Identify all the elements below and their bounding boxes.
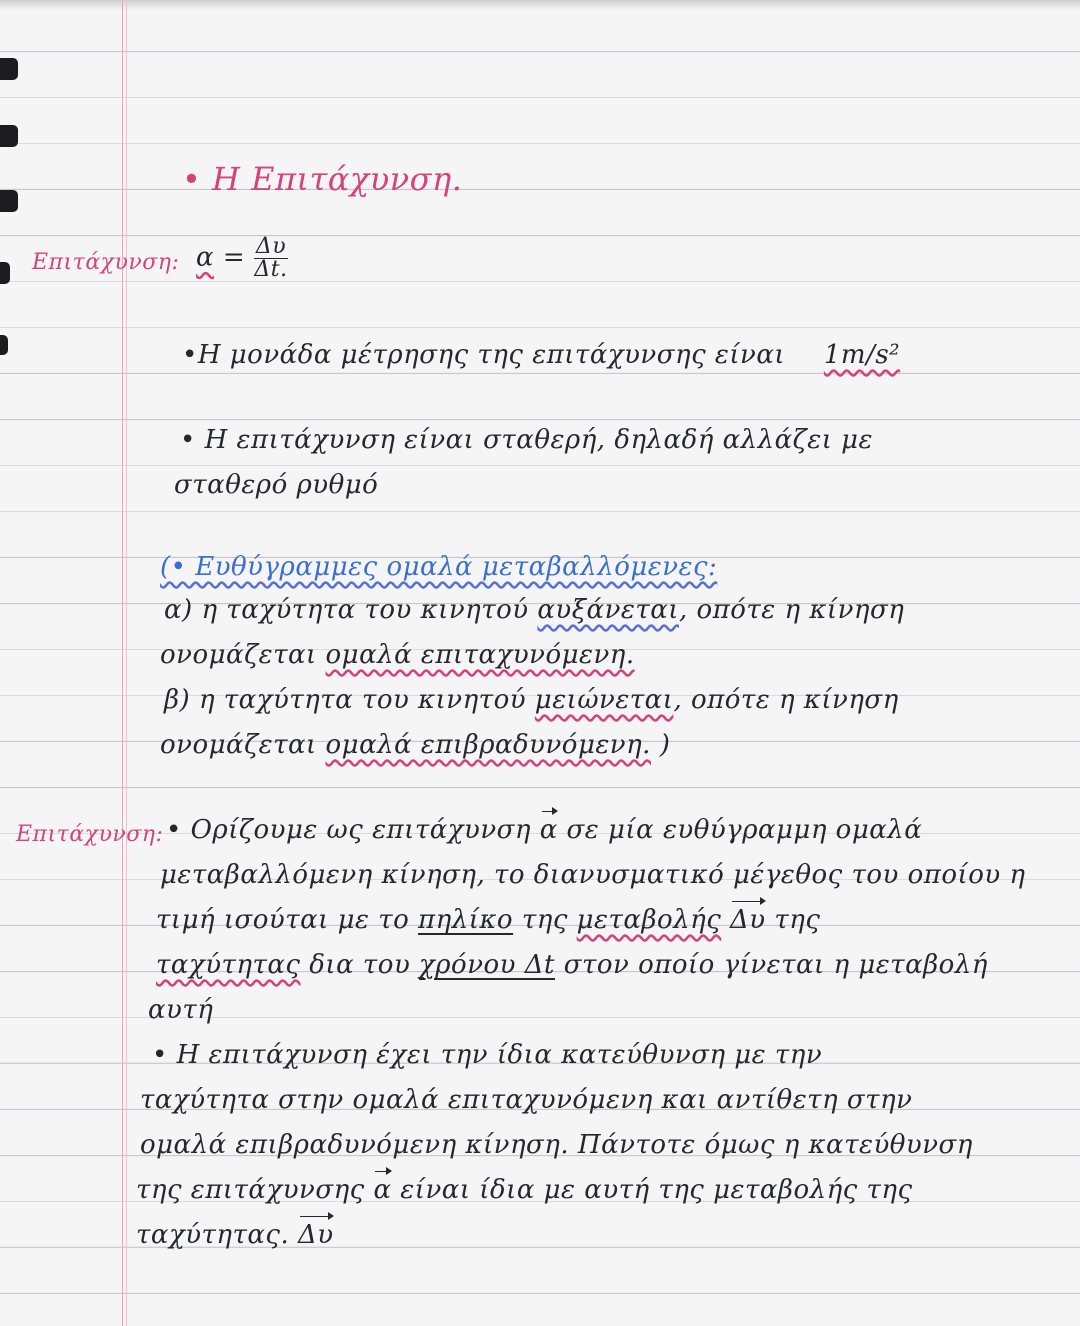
vector-delta-v: Δυ	[730, 905, 766, 935]
formula-symbol: α	[196, 242, 215, 273]
definition-text-end: της	[765, 905, 821, 935]
unit-statement-text: •Η μονάδα μέτρησης της επιτάχυνσης είναι	[182, 340, 786, 370]
case-b-text: β) η ταχύτητα του κινητού	[164, 685, 535, 715]
constant-line-2: σταθερό ρυθμό	[174, 470, 379, 500]
vector-a: α	[373, 1175, 392, 1205]
time-word: χρόνου Δt	[419, 950, 555, 980]
definition-text: τιμή ισούται με το	[156, 905, 419, 935]
binder-hole	[0, 58, 18, 80]
constant-line-1: • Η επιτάχυνση είναι σταθερή, δηλαδή αλλάζει με	[180, 425, 874, 455]
formula-denominator: Δt.	[254, 257, 288, 282]
page-title: • Η Επιτάχυνση.	[182, 160, 463, 198]
direction-text: της επιτάχυνσης	[136, 1175, 374, 1205]
page-edge-shadow	[0, 0, 1080, 10]
change-word: μεταβολής	[576, 905, 722, 935]
formula-fraction	[254, 236, 288, 281]
definition-text-end: σε μία ευθύγραμμη ομαλά	[557, 815, 923, 845]
definition-text: δια του	[300, 950, 420, 980]
case-b-line-1	[164, 685, 899, 715]
direction-line-1: • Η επιτάχυνση έχει την ίδια κατεύθυνση με την	[152, 1040, 823, 1070]
case-b-decreases: μειώνεται	[534, 685, 674, 715]
velocity-word: ταχύτητας	[156, 950, 301, 980]
direction-line-5	[136, 1220, 334, 1250]
binder-hole	[0, 262, 10, 284]
vector-a: α	[539, 815, 558, 845]
unit-value: 1m/s²	[823, 340, 901, 370]
direction-line-2: ταχύτητα στην ομαλά επιταχυνόμενη και αντίθετη στην	[140, 1085, 913, 1115]
margin-line	[122, 0, 123, 1326]
uniform-heading	[160, 552, 717, 582]
uniform-heading-text: (• Ευθύγραμμες ομαλά μεταβαλλόμενες:	[160, 552, 718, 582]
case-b-text-end: , οπότε η κίνηση	[673, 685, 899, 715]
case-a-increases: αυξάνεται	[537, 595, 679, 625]
case-b-close: )	[650, 730, 671, 760]
acceleration-formula	[196, 236, 288, 281]
case-a-term: ομαλά επιταχυνόμενη.	[325, 640, 635, 670]
direction-line-4	[136, 1175, 913, 1205]
margin-line-inner	[126, 0, 127, 1326]
case-a-text-end: , οπότε η κίνηση	[678, 595, 905, 625]
binder-hole	[0, 125, 18, 147]
case-a-line-2	[160, 640, 635, 670]
binder-hole	[0, 335, 8, 355]
case-b-line-2	[160, 730, 670, 760]
binder-hole	[0, 190, 18, 212]
definition-line-1	[166, 815, 922, 845]
direction-text: ταχύτητας.	[136, 1220, 298, 1250]
definition-line-4	[156, 950, 988, 980]
formula-equals: =	[222, 242, 246, 273]
definition-margin-label: Επιτάχυνση:	[32, 250, 180, 275]
unit-statement	[182, 340, 900, 370]
direction-text-end: είναι ίδια με αυτή της μεταβολής της	[391, 1175, 913, 1205]
definition-text: της	[513, 905, 577, 935]
definition-line-2: μεταβαλλόμενη κίνηση, το διανυσματικό μέγεθος του οποίου η	[160, 860, 1026, 890]
case-b-named: ονομάζεται	[160, 730, 326, 760]
case-b-term: ομαλά επιβραδυνόμενη.	[325, 730, 651, 760]
section-margin-label: Επιτάχυνση:	[16, 822, 164, 847]
formula-numerator: Δυ	[255, 234, 287, 259]
definition-text: • Ορίζουμε ως επιτάχυνση	[166, 815, 540, 845]
case-a-text: α) η ταχύτητα του κινητού	[164, 595, 538, 625]
definition-line-5: αυτή	[148, 995, 214, 1025]
case-a-named: ονομάζεται	[160, 640, 326, 670]
definition-text-end: στον οποίο γίνεται η μεταβολή	[554, 950, 988, 980]
vector-delta-v: Δυ	[298, 1220, 334, 1250]
definition-line-3	[156, 905, 820, 935]
case-a-line-1	[164, 595, 904, 625]
quotient-word: πηλίκο	[418, 905, 514, 935]
direction-line-3: ομαλά επιβραδυνόμενη κίνηση. Πάντοτε όμως η κατεύθυνση	[140, 1130, 973, 1160]
